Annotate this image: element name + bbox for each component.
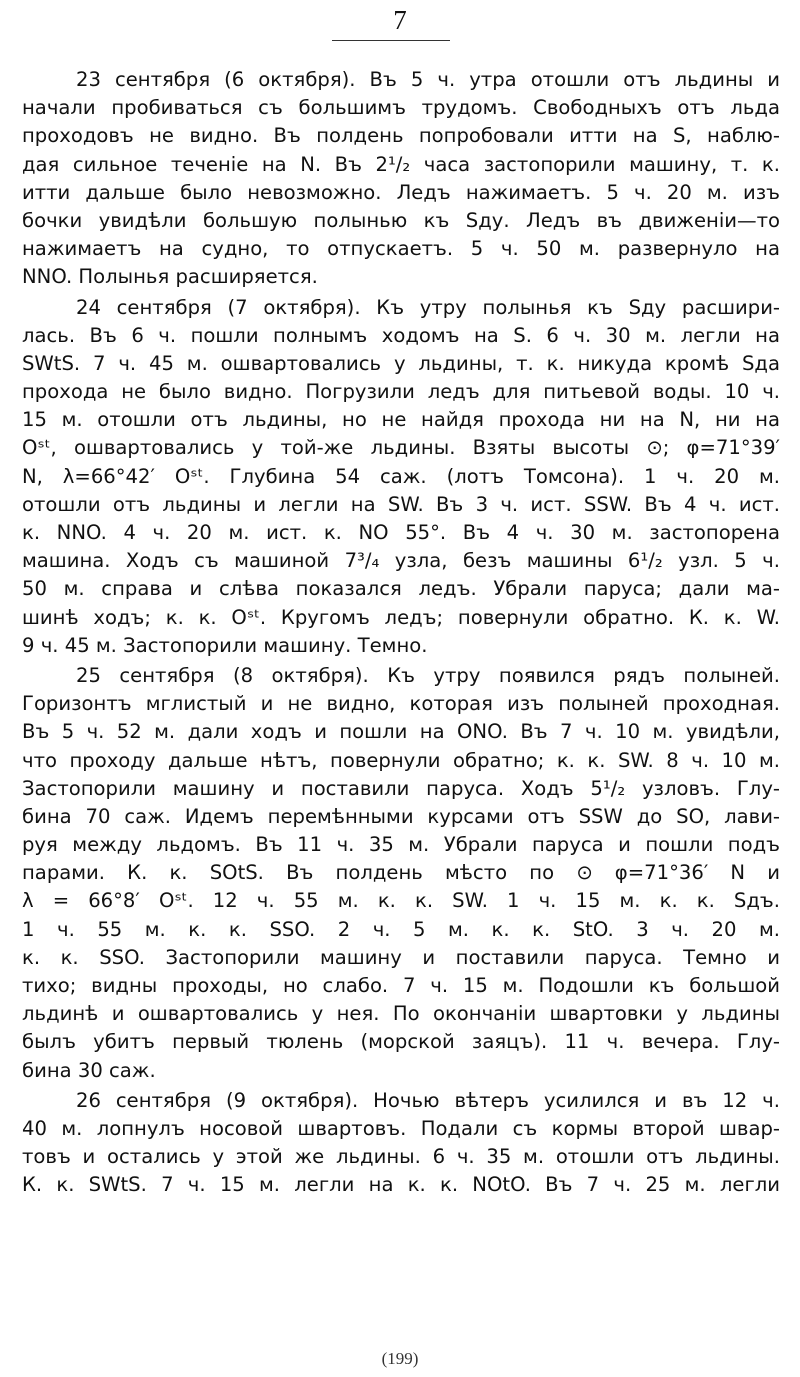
text-line: товъ и остались у этой же льдины. 6 ч. 35 м. отошли отъ льдины. xyxy=(22,1145,780,1169)
text-line: нажимаетъ на судно, то отпускаетъ. 5 ч. 50 м. развернуло на xyxy=(22,237,780,261)
text-line: что проходу дальше нѣтъ, повернули обратно; к. к. SW. 8 ч. 10 м. xyxy=(22,748,780,772)
text-line: λ = 66°8′ Oˢᵗ. 12 ч. 55 м. к. к. SW. 1 ч. 15 м. к. к. Sдъ. xyxy=(22,889,780,913)
text-line: машина. Ходъ съ машиной 7³/₄ узла, безъ машины 6¹/₂ узл. 5 ч. xyxy=(22,549,780,573)
text-line: 50 м. справа и слѣва показался ледъ. Убрали паруса; дали ма- xyxy=(22,577,780,601)
text-line: бина 30 саж. xyxy=(22,1058,156,1082)
text-line: парами. К. к. SOtS. Въ полдень мѣсто по ⊙ φ=71°36′ N и xyxy=(22,861,780,885)
text-line: Застопорили машину и поставили паруса. Ходъ 5¹/₂ узловъ. Глу- xyxy=(22,776,780,800)
text-line: 1 ч. 55 м. к. к. SSO. 2 ч. 5 м. к. к. StO. 3 ч. 20 м. xyxy=(22,917,780,941)
text-line: руя между льдомъ. Въ 11 ч. 35 м. Убрали паруса и пошли подъ xyxy=(22,833,780,857)
text-line: 23 сентября (6 октября). Въ 5 ч. утра отошли отъ льдины и xyxy=(76,68,780,91)
text-line: проходовъ не видно. Въ полдень попробовали итти на S, наблю- xyxy=(22,124,780,148)
paragraph xyxy=(22,1087,780,1200)
text-line: 40 м. лопнулъ носовой швартовъ. Подали съ кормы второй швар- xyxy=(22,1116,780,1140)
footer-page-number: (199) xyxy=(381,1349,419,1368)
text-line: к. к. SSO. Застопорили машину и поставили паруса. Темно и xyxy=(22,945,780,969)
text-body xyxy=(22,66,780,1200)
text-line: дая сильное теченіе на N. Въ 2¹/₂ часа застопорили машину, т. к. xyxy=(22,152,780,176)
text-line: былъ убитъ первый тюлень (морской заяцъ). 11 ч. вечера. Глу- xyxy=(22,1030,780,1054)
text-line: Oˢᵗ, ошвартовались у той-же льдины. Взяты высоты ⊙; φ=71°39′ xyxy=(22,436,780,460)
text-line: 25 сентября (8 октября). Къ утру появился рядъ полыней. xyxy=(76,663,780,687)
page-number: 7 xyxy=(393,5,407,35)
header-rule xyxy=(332,40,450,41)
text-line: Въ 5 ч. 52 м. дали ходъ и пошли на ONO. Въ 7 ч. 10 м. увидѣли, xyxy=(22,720,780,744)
text-line: начали пробиваться съ большимъ трудомъ. Свободныхъ отъ льда xyxy=(22,96,780,120)
text-line: льдинѣ и ошвартовались у нея. По окончаніи швартовки у льдины xyxy=(22,1002,780,1026)
text-line: N, λ=66°42′ Oˢᵗ. Глубина 54 саж. (лотъ Томсона). 1 ч. 20 м. xyxy=(22,464,780,488)
text-line: прохода не было видно. Погрузили ледъ для питьевой воды. 10 ч. xyxy=(22,380,780,404)
text-line: итти дальше было невозможно. Ледъ нажимаетъ. 5 ч. 20 м. изъ xyxy=(22,180,780,204)
text-line: лась. Въ 6 ч. пошли полнымъ ходомъ на S. 6 ч. 30 м. легли на xyxy=(22,323,780,347)
text-line: шинѣ ходъ; к. к. Oˢᵗ. Кругомъ ледъ; повернули обратно. К. к. W. xyxy=(22,605,780,629)
text-line: К. к. SWtS. 7 ч. 15 м. легли на к. к. NOtO. Въ 7 ч. 25 м. легли xyxy=(22,1173,780,1197)
paragraph xyxy=(22,66,780,292)
text-line: тихо; видны проходы, но слабо. 7 ч. 15 м. Подошли къ большой xyxy=(22,974,780,997)
text-line: Горизонтъ мглистый и не видно, которая изъ полыней проходная. xyxy=(22,692,780,716)
text-line: бочки увидѣли большую полынью къ Sду. Ледъ въ движеніи—то xyxy=(22,208,780,232)
text-line: 15 м. отошли отъ льдины, но не найдя прохода ни на N, ни на xyxy=(22,408,780,432)
paragraph xyxy=(22,294,780,660)
text-line: 26 сентября (9 октября). Ночью вѣтеръ усилился и въ 12 ч. xyxy=(76,1088,780,1112)
text-line: 9 ч. 45 м. Застопорили машину. Темно. xyxy=(22,633,428,657)
text-line: NNO. Полынья расширяется. xyxy=(22,265,318,289)
text-line: 24 сентября (7 октября). Къ утру полынья къ Sду расшири- xyxy=(76,295,780,319)
text-line: бина 70 саж. Идемъ перемѣнными курсами отъ SSW до SO, лави- xyxy=(22,804,780,828)
paragraph xyxy=(22,662,780,1085)
text-line: к. NNO. 4 ч. 20 м. ист. к. NO 55°. Въ 4 ч. 30 м. застопорена xyxy=(22,521,780,544)
text-line: отошли отъ льдины и легли на SW. Въ 3 ч. ист. SSW. Въ 4 ч. ист. xyxy=(22,492,780,516)
text-line: SWtS. 7 ч. 45 м. ошвартовались у льдины, т. к. никуда кромѣ Sда xyxy=(22,351,780,375)
